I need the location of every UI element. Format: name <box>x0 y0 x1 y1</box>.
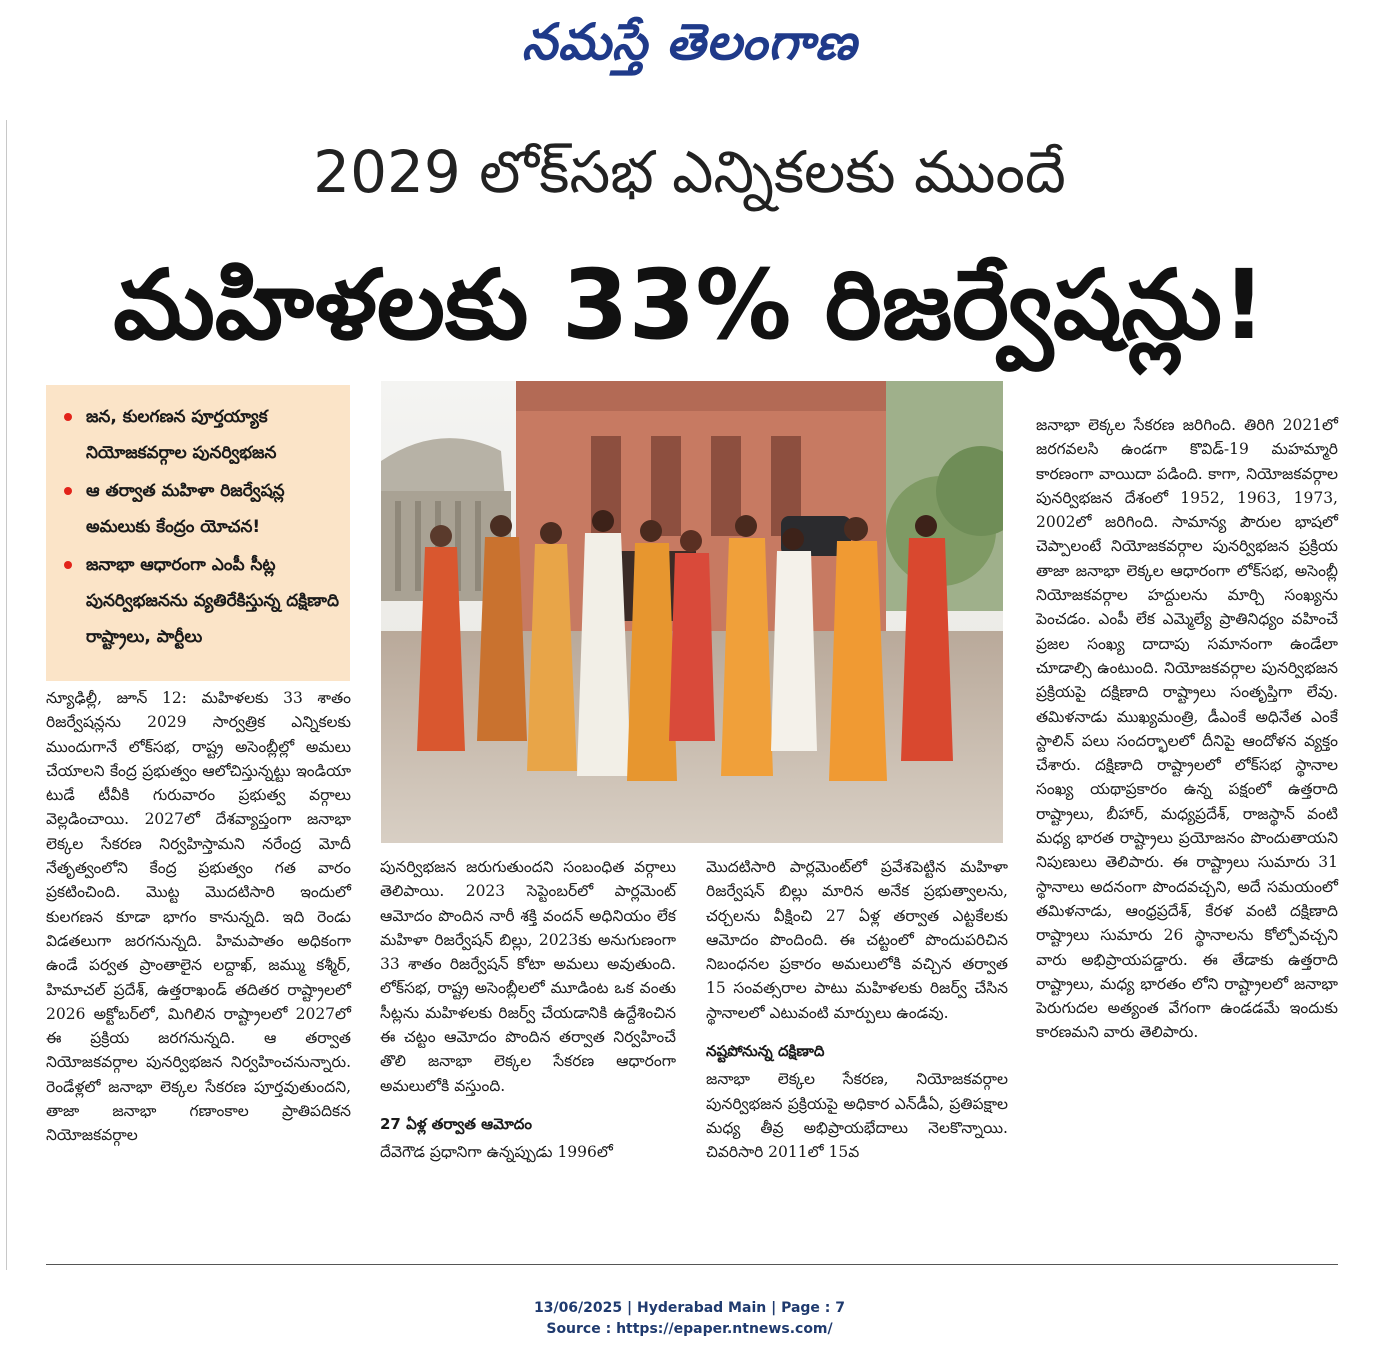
highlight-text: జనాభా ఆధారంగా ఎంపీ సీట్ల పునర్విభజనను వ్యతిరేకిస్తున్న దక్షిణాది రాష్ట్రాలు, పార్టీలు <box>86 555 339 647</box>
footer-edition-line: 13/06/2025 | Hyderabad Main | Page : 7 <box>533 1300 846 1316</box>
highlights-box <box>46 385 350 681</box>
article-column-1 <box>46 686 351 1148</box>
page-bottom-rule <box>46 1264 1338 1265</box>
highlight-text: ఆ తర్వాత మహిళా రిజర్వేషన్ల అమలుకు కేంద్రం యోచన! <box>86 481 285 537</box>
body-paragraph: దేవెగౌడ ప్రధానిగా ఉన్నప్పుడు 1996లో <box>380 1143 613 1162</box>
masthead-title: నమస్తే తెలంగాణ <box>521 12 858 71</box>
article-column-3 <box>706 855 1008 1165</box>
section-subhead: నష్టపోనున్న దక్షిణాది <box>706 1042 825 1061</box>
highlight-text: జన, కులగణన పూర్తయ్యాక నియోజకవర్గాల పునర్విభజన <box>86 407 277 463</box>
article-column-2 <box>380 855 676 1165</box>
news-photo <box>381 381 1003 843</box>
bullet-icon <box>64 413 72 421</box>
article-column-4 <box>1036 413 1338 1045</box>
highlights-list <box>64 399 340 655</box>
page-footer <box>0 1298 1379 1340</box>
body-paragraph: మొదటిసారి పార్లమెంట్‌లో ప్రవేశపెట్టిన మహిళా రిజర్వేషన్ బిల్లు మారిన అనేక ప్రభుత్వాలను, చర్చలను వీక్షించి 27 ఏళ్ల తర్వాత ఎట్టకేలకు ఆమోదం పొందింది. ఈ చట్టంలో పొందుపరిచిన నిబంధనల ప్రకారం అమలులోకి వచ్చిన తర్వాత 15 సంవత్సరాల పాటు మహిళలకు రిజర్వ్ చేసిన స్థానాలలో ఎటువంటి మార్పులు ఉండవు. <box>706 858 1008 1022</box>
article-kicker: 2029 లోక్‌సభ ఎన్నికలకు ముందే <box>313 138 1066 206</box>
article-headline: మహిళలకు 33% రిజర్వేషన్లు! <box>113 249 1266 361</box>
body-paragraph: పునర్విభజన జరుగుతుందని సంబంధిత వర్గాలు తెలిపాయి. 2023 సెప్టెంబర్‌లో పార్లమెంట్ ఆమోదం పొందిన నారీ శక్తి వందన్ అధినియం లేక మహిళా రిజర్వేషన్ బిల్లు, 2023కు అనుగుణంగా 33 శాతం రిజర్వేషన్ కోటా అమలు అవుతుంది. లోక్‌సభ, రాష్ట్ర అసెంబ్లీలలో మూడింట ఒక వంతు సీట్లను మహిళలకు రిజర్వ్ చేయడానికి ఉద్దేశించిన ఈ చట్టం ఆమోదం పొందిన తర్వాత నిర్వహించే తొలి జనాభా లెక్కల సేకరణ ఆధారంగా అమలులోకి వస్తుంది. <box>380 858 676 1095</box>
highlight-item <box>64 399 340 471</box>
highlight-item <box>64 473 340 545</box>
bullet-icon <box>64 487 72 495</box>
body-paragraph: న్యూఢిల్లీ, జూన్ 12: మహిళలకు 33 శాతం రిజర్వేషన్లను 2029 సార్వత్రిక ఎన్నికలకు ముందుగానే లోక్‌సభ, రాష్ట్ర అసెంబ్లీల్లో అమలు చేయాలని కేంద్ర ప్రభుత్వం ఆలోచిస్తున్నట్టు ఇండియా టుడే టీవీకి గురువారం ప్రభుత్వ వర్గాలు వెల్లడించాయి. 2027లో దేశవ్యాప్తంగా జనాభా లెక్కల సేకరణ నిర్వహిస్తామని నరేంద్ర మోదీ నేతృత్వంలోని కేంద్ర ప్రభుత్వం గత వారం ప్రకటించింది. మొట్ట మొదటిసారి ఇందులో కులగణన కూడా భాగం కానున్నది. ఇది రెండు విడతలుగా జరగనున్నది. హిమపాతం అధికంగా ఉండే పర్వత ప్రాంతాలైన లద్దాఖ్, జమ్ము కశ్మీర్, హిమాచల్ ప్రదేశ్, ఉత్తరాఖండ్ తదితర రాష్ట్రాలలో 2026 అక్టోబర్‌లో, మిగిలిన రాష్ట్రాలలో 2027లో ఈ ప్రక్రియ జరగనున్నది. ఆ తర్వాత నియోజకవర్గాల పునర్విభజన నిర్వహించనున్నారు. రెండేళ్లలో జనాభా లెక్కల సేకరణ పూర్తవుతుందని, తాజా జనాభా గణాంకాల ప్రాతిపదికన నియోజకవర్గాల <box>46 689 351 1145</box>
body-paragraph: జనాభా లెక్కల సేకరణ జరిగింది. తిరిగి 2021లో జరగవలసి ఉండగా కొవిడ్-19 మహమ్మారి కారణంగా వాయిదా పడింది. కాగా, నియోజకవర్గాల పునర్విభజన దేశంలో 1952, 1963, 1973, 2002లో జరిగింది. సామాన్య పౌరుల భాషలో చెప్పాలంటే నియోజకవర్గాల పునర్విభజన ప్రక్రియ తాజా జనాభా లెక్కల ఆధారంగా లోక్‌సభ, అసెంబ్లీ నియోజకవర్గాల హద్దులను మార్చి సంఖ్యను పెంచడం. ఎంపీ లేక ఎమ్మెల్యే ప్రాతినిధ్యం వహించే ప్రజల సంఖ్య దాదాపు సమానంగా ఉండేలా చూడాల్సి ఉంటుంది. నియోజకవర్గాల పునర్విభజన ప్రక్రియపై దక్షిణాది రాష్ట్రాలు సంతృప్తిగా లేవు. తమిళనాడు ముఖ్యమంత్రి, డీఎంకే అధినేత ఎంకే స్టాలిన్ పలు సందర్భాలలో దీనిపై ఆందోళన వ్యక్తం చేశారు. దక్షిణాది రాష్ట్రాలలో లోక్‌సభ స్థానాల సంఖ్య యథాప్రకారం ఉన్న పక్షంలో ఉత్తరాది రాష్ట్రాలు, బీహార్, మధ్యప్రదేశ్, రాజస్థాన్ వంటి మధ్య భారత రాష్ట్రాలు ప్రయోజనం పొందుతాయని నిపుణులు తెలిపారు. ఈ రాష్ట్రాలు సుమారు 31 స్థానాలు అదనంగా పొందవచ్చని, అదే సమయంలో తమిళనాడు, ఆంధ్రప్రదేశ్, కేరళ వంటి దక్షిణాది రాష్ట్రాలు సుమారు 26 స్థానాలను కోల్పోవచ్చని వారు అభిప్రాయపడ్డారు. ఈ తేడాకు ఉత్తరాది రాష్ట్రాలు, మధ్య భారతం లోని రాష్ట్రాలలో జనాభా పెరుగుదల అత్యంత వేగంగా ఉండడమే ఇందుకు కారణమని వారు తెలిపారు. <box>1036 416 1338 1042</box>
footer-source-line: Source : https://epaper.ntnews.com/ <box>546 1321 833 1337</box>
section-subhead: 27 ఏళ్ల తర్వాత ఆమోదం <box>380 1114 532 1133</box>
bullet-icon <box>64 561 72 569</box>
masthead <box>0 6 1379 78</box>
news-photo-illustration <box>381 381 1003 843</box>
body-paragraph: జనాభా లెక్కల సేకరణ, నియోజకవర్గాల పునర్విభజన ప్రక్రియపై అధికార ఎన్‌డీఏ, ప్రతిపక్షాల మధ్య తీవ్ర అభిప్రాయభేదాలు నెలకొన్నాయి. చివరిసారి 2011లో 15వ <box>706 1070 1008 1162</box>
highlight-item <box>64 547 340 655</box>
